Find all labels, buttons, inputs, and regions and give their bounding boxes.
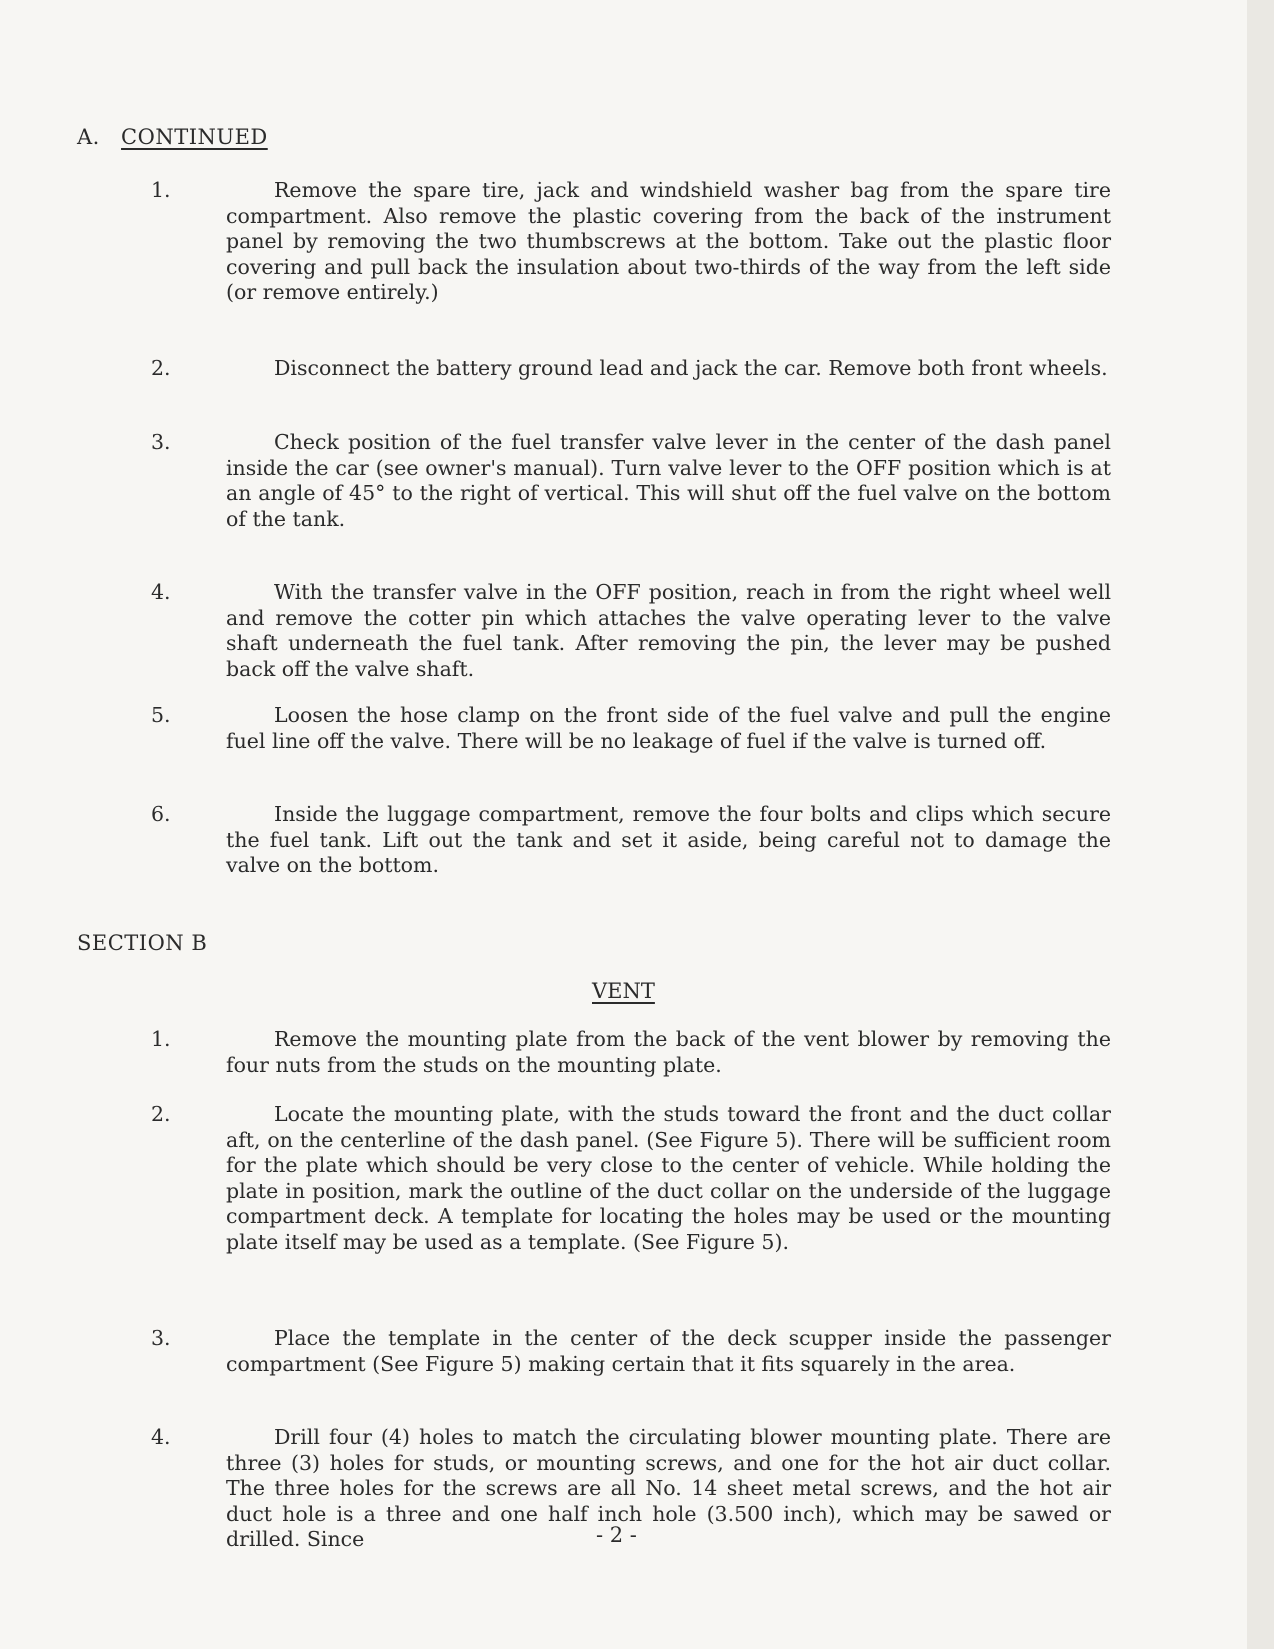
page-edge-shadow <box>1247 0 1274 1649</box>
step-text: Disconnect the battery ground lead and jack the car. Remove both front wheels. <box>274 356 1108 380</box>
section-b-subheading: VENT <box>592 979 655 1003</box>
step-number: 1. <box>151 1027 171 1051</box>
step-text: Inside the luggage compartment, remove the four bolts and clips which secure the fuel tank. Lift out the tank and set it aside, being careful not to damage the valve on the bottom. <box>226 802 1111 877</box>
step-text: Place the template in the center of the deck scupper inside the passenger compartment (See Figure 5) making certain that it fits squarely in the area. <box>226 1326 1111 1376</box>
step-number: 1. <box>151 178 171 202</box>
section-b-heading: SECTION B <box>77 931 208 955</box>
step-number: 2. <box>151 1102 171 1126</box>
step-text: Remove the mounting plate from the back of the vent blower by removing the four nuts from the studs on the mounting plate. <box>226 1027 1111 1077</box>
section-a-prefix: A. <box>77 125 100 149</box>
step-number: 6. <box>151 802 171 826</box>
step-number: 4. <box>151 1425 171 1449</box>
step-number: 3. <box>151 430 171 454</box>
step-number: 4. <box>151 580 171 604</box>
step-text: With the transfer valve in the OFF position, reach in from the right wheel well and remove the cotter pin which attaches the valve operating lever to the valve shaft underneath the fuel tank. After removing the pin, the lever may be pushed back off the valve shaft. <box>226 580 1111 681</box>
step-text: Remove the spare tire, jack and windshield washer bag from the spare tire compartment. Also remove the plastic covering from the back of the instrument panel by removing the two thumbscrews at the bottom. Take out the plastic floor covering and pull back the insulation about two-thirds of the way from the left side (or remove entirely.) <box>226 178 1111 304</box>
step-number: 3. <box>151 1326 171 1350</box>
step-text: Check position of the fuel transfer valve lever in the center of the dash panel inside the car (see owner's manual). Turn valve lever to the OFF position which is at an angle of 45° to the right of vertical. This will shut off the fuel valve on the bottom of the tank. <box>226 430 1111 531</box>
step-text: Locate the mounting plate, with the studs toward the front and the duct collar aft, on the centerline of the dash panel. (See Figure 5). There will be sufficient room for the plate which should be very close to the center of vehicle. While holding the plate in position, mark the outline of the duct collar on the underside of the luggage compartment deck. A template for locating the holes may be used or the mounting plate itself may be used as a template. (See Figure 5). <box>226 1102 1111 1254</box>
step-number: 5. <box>151 703 171 727</box>
step-text: Loosen the hose clamp on the front side of the fuel valve and pull the engine fuel line off the valve. There will be no leakage of fuel if the valve is turned off. <box>226 703 1111 753</box>
section-a-title: CONTINUED <box>121 125 268 149</box>
step-number: 2. <box>151 356 171 380</box>
page-number: - 2 - <box>596 1523 637 1547</box>
section-a-heading <box>77 125 268 149</box>
step-text: Drill four (4) holes to match the circulating blower mounting plate. There are three (3) holes for studs, or mounting screws, and one for the hot air duct collar. The three holes for the screws are all No. 14 sheet metal screws, and the hot air duct hole is a three and one half inch hole (3.500 inch), which may be sawed or drilled. Since <box>226 1425 1111 1551</box>
